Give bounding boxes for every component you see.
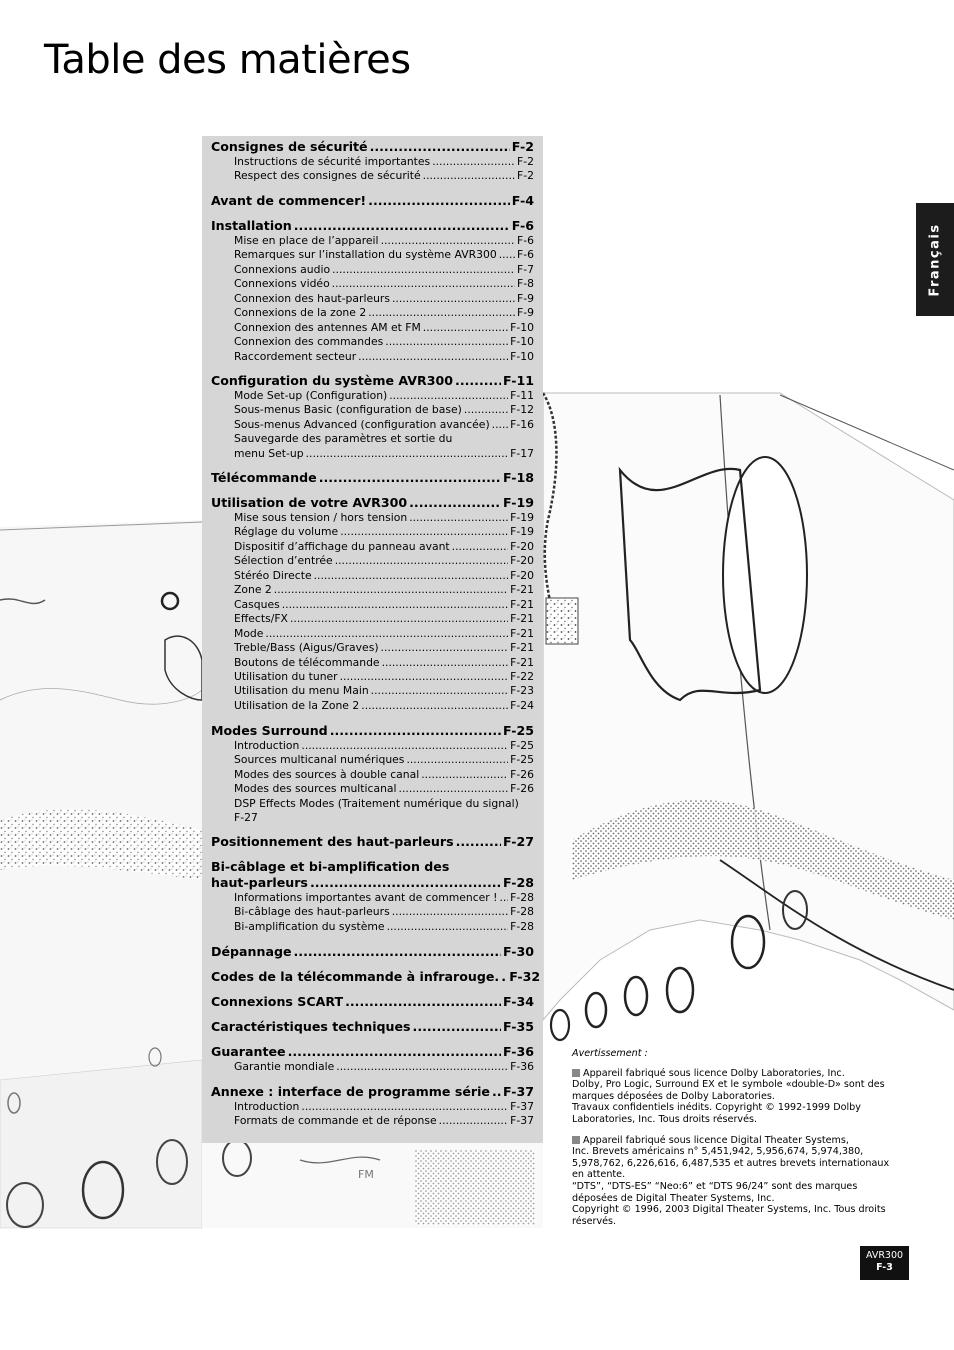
toc-entry-title: Installation <box>211 218 292 233</box>
toc-entry-page: F-24 <box>510 698 534 712</box>
toc-entry-title: DSP Effects Modes (Traitement numérique du signal) <box>234 796 519 810</box>
toc-entry-title: Configuration du système AVR300 <box>211 373 454 388</box>
toc-subentry-line <box>234 447 534 461</box>
dot-leader <box>345 994 501 1010</box>
toc-entry-page: F-22 <box>510 669 534 683</box>
dot-leader <box>406 753 508 767</box>
toc-entry-page: F-36 <box>503 1044 534 1059</box>
toc-heading[interactable] <box>211 994 534 1010</box>
toc-entry-title: Modes des sources multicanal <box>234 782 397 796</box>
dot-leader <box>464 403 508 417</box>
toc-entry-page: F-25 <box>510 739 534 752</box>
dot-leader <box>413 1019 501 1035</box>
toc-entry-page: F-10 <box>510 320 534 334</box>
notice-line: déposées de Digital Theater Systems, Inc. <box>572 1192 775 1204</box>
dot-leader <box>381 234 515 248</box>
toc-entry-page: F-21 <box>510 597 534 611</box>
toc-entry-title: Avant de commencer! <box>211 193 367 208</box>
dot-leader <box>392 292 515 306</box>
table-of-contents <box>202 136 543 1143</box>
dot-leader <box>319 470 501 486</box>
toc-entry-title: Garantie mondiale <box>234 1060 335 1073</box>
toc-subentry[interactable] <box>211 540 534 554</box>
toc-section <box>211 373 534 461</box>
dot-leader <box>274 583 508 597</box>
toc-entry-title: Effects/FX <box>234 612 288 626</box>
toc-entry-title: Codes de la télécommande à infrarouge. <box>211 969 500 984</box>
toc-subentry[interactable] <box>211 403 534 417</box>
toc-subentry[interactable] <box>211 306 534 320</box>
toc-entry-title: Guarantee <box>211 1044 286 1059</box>
toc-entry-title: Positionnement des haut-parleurs <box>211 834 454 849</box>
toc-entry-page: F-20 <box>510 554 534 568</box>
toc-entry-title: Connexions audio <box>234 262 331 276</box>
notice-paragraph <box>572 1068 902 1126</box>
toc-entry-page: F-19 <box>510 525 534 539</box>
dot-leader <box>330 723 501 739</box>
toc-entry-page: F-10 <box>510 335 534 349</box>
toc-entry-title: menu Set-up <box>234 446 304 460</box>
toc-entry-page: F-2 <box>511 139 534 154</box>
notice-line: 5,978,762, 6,226,616, 6,487,535 et autres brevets internationaux <box>572 1157 890 1169</box>
dot-leader <box>288 1044 501 1060</box>
toc-heading[interactable] <box>211 859 534 875</box>
toc-entry-page: F-2 <box>517 155 534 168</box>
toc-heading[interactable] <box>211 969 541 985</box>
toc-entry-title: Connexions de la zone 2 <box>234 306 367 320</box>
toc-entry-page: F-21 <box>510 626 534 640</box>
toc-entry-page: F-28 <box>503 875 534 890</box>
dot-leader <box>301 739 508 753</box>
toc-entry-title: Casques <box>234 597 280 611</box>
toc-entry-title: Bi-câblage des haut-parleurs <box>234 905 390 919</box>
page-number: F-3 <box>876 1262 893 1273</box>
toc-subentry[interactable] <box>211 321 534 335</box>
toc-entry-title: Télécommande <box>211 470 317 485</box>
dot-leader <box>392 905 508 919</box>
dot-leader <box>306 447 509 461</box>
toc-subentry[interactable] <box>211 263 534 277</box>
dot-leader <box>421 768 508 782</box>
toc-entry-title: Connexions vidéo <box>234 277 330 291</box>
toc-subentry[interactable] <box>211 569 534 583</box>
dot-leader <box>439 1114 508 1128</box>
toc-entry-page: F-2 <box>517 169 534 183</box>
toc-entry-page: F-16 <box>510 417 534 431</box>
svg-text:FM: FM <box>358 1168 374 1181</box>
toc-subentry[interactable] <box>211 418 534 432</box>
dot-leader <box>389 389 508 403</box>
toc-entry-title: Mise en place de l’appareil <box>234 234 379 247</box>
toc-subentry[interactable] <box>211 612 534 626</box>
toc-entry-title: Consignes de sécurité <box>211 139 368 154</box>
dot-leader <box>381 641 509 655</box>
dot-leader <box>500 891 509 905</box>
toc-entry-page: F-32 <box>509 969 541 984</box>
toc-entry-page: F-28 <box>510 919 534 933</box>
dot-leader <box>399 782 509 796</box>
toc-entry-title: Zone 2 <box>234 583 272 597</box>
toc-subentry[interactable] <box>211 583 534 597</box>
toc-entry-title: Annexe : interface de programme série <box>211 1084 490 1099</box>
toc-heading[interactable] <box>211 875 534 891</box>
toc-entry-page: F-18 <box>503 470 534 485</box>
toc-entry-title: Respect des consignes de sécurité <box>234 169 421 183</box>
toc-section <box>211 139 534 184</box>
toc-subentry[interactable] <box>211 598 534 612</box>
toc-entry-title: Connexion des antennes AM et FM <box>234 320 421 334</box>
dot-leader <box>371 684 508 698</box>
toc-subentry[interactable] <box>211 753 534 767</box>
toc-entry-page: F-11 <box>503 373 534 388</box>
toc-section <box>211 1019 534 1035</box>
toc-subentry[interactable] <box>211 432 534 461</box>
toc-entry-title: Modes Surround <box>211 723 328 738</box>
dot-leader <box>332 277 515 291</box>
toc-subentry[interactable] <box>211 905 534 919</box>
toc-entry-page: F-19 <box>503 495 534 510</box>
toc-heading[interactable] <box>211 834 534 850</box>
toc-subentry[interactable] <box>211 350 534 364</box>
toc-entry-page: F-25 <box>510 753 534 767</box>
toc-entry-page: F-23 <box>510 684 534 698</box>
toc-entry-title: Dispositif d’affichage du panneau avant <box>234 539 450 553</box>
toc-subentry[interactable] <box>211 627 534 641</box>
toc-entry-title: Introduction <box>234 1100 300 1113</box>
toc-entry-title: Bi-amplification du système <box>234 919 385 933</box>
toc-section <box>211 218 534 364</box>
dot-leader <box>332 263 515 277</box>
toc-entry-title: Mode Set-up (Configuration) <box>234 389 388 402</box>
toc-entry-title: Sources multicanal numériques <box>234 753 405 767</box>
dot-leader <box>382 656 509 670</box>
dot-leader <box>492 1084 501 1100</box>
toc-entry-title: Sauvegarde des paramètres et sortie du <box>234 432 453 446</box>
toc-subentry[interactable] <box>211 768 534 782</box>
dot-leader <box>368 193 510 209</box>
toc-heading[interactable] <box>211 944 534 960</box>
toc-entry-title: Caractéristiques techniques <box>211 1019 411 1034</box>
dot-leader <box>335 554 508 568</box>
toc-entry-page: F-25 <box>503 723 534 738</box>
toc-heading-title: Bi-câblage et bi-amplification des <box>211 859 450 874</box>
dot-leader <box>492 418 508 432</box>
toc-entry-title: Connexion des haut-parleurs <box>234 291 390 305</box>
dot-leader <box>336 1060 508 1074</box>
toc-entry-title: Mode <box>234 626 264 640</box>
toc-heading[interactable] <box>211 139 534 155</box>
dot-leader <box>423 321 508 335</box>
notice-line: Copyright © 1996, 2003 Digital Theater Systems, Inc. Tous droits <box>572 1204 886 1216</box>
square-bullet-icon <box>572 1136 580 1144</box>
legal-notice <box>572 1048 902 1236</box>
toc-entry-title: Connexion des commandes <box>234 335 384 349</box>
dot-leader <box>282 598 508 612</box>
toc-heading[interactable] <box>211 373 534 389</box>
toc-entry-title: Dépannage <box>211 944 292 959</box>
toc-subentry[interactable] <box>211 234 534 248</box>
notice-line: en attente. <box>572 1169 626 1181</box>
dot-leader <box>265 627 508 641</box>
notice-label: Avertissement : <box>572 1048 648 1059</box>
toc-subentry[interactable] <box>211 641 534 655</box>
toc-subentry[interactable] <box>211 891 534 905</box>
toc-heading[interactable] <box>211 218 534 234</box>
page-title: Table des matières <box>44 37 411 83</box>
square-bullet-icon <box>572 1069 580 1077</box>
dot-leader <box>294 218 510 234</box>
toc-entry-page: F-28 <box>510 891 534 904</box>
notice-line: réservés. <box>572 1215 617 1227</box>
notice-line: Laboratories, Inc. Tous droits réservés. <box>572 1113 758 1125</box>
toc-subentry[interactable] <box>211 739 534 753</box>
notice-line: Travaux confidentiels inédits. Copyright © 1992-1999 Dolby <box>572 1102 861 1114</box>
page-badge <box>860 1246 909 1280</box>
toc-entry-page: F-9 <box>517 306 534 320</box>
toc-subentry[interactable] <box>211 277 534 291</box>
dot-leader <box>361 699 508 713</box>
toc-subentry[interactable] <box>211 511 534 525</box>
toc-entry-title: Utilisation de votre AVR300 <box>211 495 408 510</box>
dot-leader <box>310 875 501 891</box>
toc-entry-page: F-9 <box>517 291 534 305</box>
toc-entry-title: Connexions SCART <box>211 994 344 1009</box>
toc-section <box>211 859 534 934</box>
toc-entry-page: F-28 <box>510 905 534 919</box>
toc-entry-title: Introduction <box>234 739 300 752</box>
toc-heading[interactable] <box>211 495 534 511</box>
toc-subentry[interactable] <box>211 1100 534 1114</box>
toc-entry-page: F-21 <box>510 655 534 669</box>
toc-entry-page: F-6 <box>511 218 534 233</box>
dot-leader <box>368 306 515 320</box>
toc-subentry[interactable] <box>211 169 534 183</box>
toc-entry-title: Stéréo Directe <box>234 568 312 582</box>
dot-leader <box>340 525 508 539</box>
dot-leader <box>455 373 501 389</box>
toc-section <box>211 994 534 1010</box>
toc-subentry[interactable] <box>211 656 534 670</box>
toc-subentry[interactable] <box>211 1114 534 1128</box>
toc-entry-page: F-27 <box>503 834 534 849</box>
toc-entry-page: F-19 <box>510 511 534 524</box>
toc-entry-title: Utilisation de la Zone 2 <box>234 698 360 712</box>
toc-entry-page: F-37 <box>503 1084 534 1099</box>
toc-heading[interactable] <box>211 470 534 486</box>
toc-entry-page: F-37 <box>510 1100 534 1113</box>
toc-entry-page: F-37 <box>510 1114 534 1128</box>
notice-line: Appareil fabriqué sous licence Digital Theater Systems, <box>583 1134 849 1146</box>
toc-subentry[interactable] <box>211 248 534 262</box>
toc-subentry[interactable] <box>211 684 534 698</box>
toc-entry-page: F-7 <box>517 262 534 276</box>
dot-leader <box>423 169 515 183</box>
toc-subentry[interactable] <box>211 782 534 796</box>
toc-subentry[interactable] <box>211 155 534 169</box>
dot-leader <box>432 155 515 169</box>
dot-leader <box>294 944 502 960</box>
toc-section <box>211 193 534 209</box>
dot-leader <box>501 969 507 985</box>
toc-heading[interactable] <box>211 723 534 739</box>
toc-entry-page: F-30 <box>503 944 534 959</box>
toc-entry-page: F-20 <box>510 568 534 582</box>
toc-entry-title: Raccordement secteur <box>234 349 357 363</box>
toc-entry-title: Sous-menus Basic (configuration de base) <box>234 403 462 417</box>
dot-leader <box>340 670 509 684</box>
toc-entry-page: F-21 <box>510 583 534 597</box>
toc-entry-page: F-6 <box>517 248 534 262</box>
toc-heading[interactable] <box>211 1044 534 1060</box>
toc-heading[interactable] <box>211 193 534 209</box>
toc-entry-page: F-8 <box>517 277 534 291</box>
toc-subentry[interactable] <box>211 670 534 684</box>
toc-entry-title: Sous-menus Advanced (configuration avancée) <box>234 417 490 431</box>
toc-entry-title: Remarques sur l’installation du système AVR300 <box>234 248 497 262</box>
dot-leader <box>409 511 508 525</box>
dot-leader <box>452 540 508 554</box>
toc-subentry[interactable] <box>211 920 534 934</box>
toc-subentry[interactable] <box>211 335 534 349</box>
toc-section <box>211 723 534 826</box>
toc-entry-title: haut-parleurs <box>211 875 308 890</box>
toc-entry-title: Instructions de sécurité importantes <box>234 155 431 168</box>
toc-entry-page: F-26 <box>510 782 534 796</box>
toc-subentry[interactable] <box>211 797 534 826</box>
toc-entry-page: F-20 <box>510 539 534 553</box>
toc-entry-page: F-6 <box>517 234 534 247</box>
toc-subentry[interactable] <box>211 292 534 306</box>
toc-section <box>211 1044 534 1074</box>
dot-leader <box>409 495 501 511</box>
toc-section <box>211 1084 534 1129</box>
notice-line: Appareil fabriqué sous licence Dolby Laboratories, Inc. <box>583 1067 845 1079</box>
dot-leader <box>358 350 508 364</box>
notice-line: Inc. Brevets américains n° 5,451,942, 5,956,674, 5,974,380, <box>572 1146 864 1158</box>
dot-leader <box>370 139 510 155</box>
toc-heading[interactable] <box>211 1084 534 1100</box>
dot-leader <box>301 1100 508 1114</box>
toc-section <box>211 944 534 960</box>
dot-leader <box>456 834 501 850</box>
toc-section <box>211 969 541 985</box>
dot-leader <box>499 248 515 262</box>
toc-entry-title: Mise sous tension / hors tension <box>234 511 408 524</box>
toc-entry-title: Modes des sources à double canal <box>234 767 420 781</box>
toc-entry-title: Informations importantes avant de commencer ! <box>234 891 498 904</box>
toc-entry-page: F-26 <box>510 767 534 781</box>
toc-subentry[interactable] <box>211 525 534 539</box>
toc-entry-page: F-34 <box>503 994 534 1009</box>
toc-subentry[interactable] <box>211 554 534 568</box>
language-tab-label: Français <box>927 222 943 297</box>
toc-subentry[interactable] <box>211 699 534 713</box>
toc-entry-page: F-11 <box>510 389 534 402</box>
model-name: AVR300 <box>865 1250 904 1261</box>
notice-paragraph <box>572 1135 902 1228</box>
toc-entry-title: Treble/Bass (Aigus/Graves) <box>234 641 379 655</box>
toc-entry-title: Boutons de télécommande <box>234 655 380 669</box>
toc-heading[interactable] <box>211 1019 534 1035</box>
toc-section <box>211 470 534 486</box>
toc-subentry[interactable] <box>211 1060 534 1074</box>
toc-entry-page: F-12 <box>510 403 534 417</box>
toc-entry-page: F-21 <box>510 612 534 626</box>
dot-leader <box>314 569 509 583</box>
toc-entry-title: Formats de commande et de réponse <box>234 1114 437 1128</box>
notice-line: “DTS”, “DTS-ES” “Neo:6” et “DTS 96/24” sont des marques <box>572 1180 858 1192</box>
toc-entry-title: Réglage du volume <box>234 525 339 539</box>
toc-entry-page: F-35 <box>503 1019 534 1034</box>
toc-entry-page: F-36 <box>510 1060 534 1073</box>
toc-subentry[interactable] <box>211 389 534 403</box>
dot-leader <box>387 920 509 934</box>
toc-section <box>211 834 534 850</box>
toc-entry-title: Utilisation du tuner <box>234 669 338 683</box>
language-tab <box>916 203 954 316</box>
dot-leader <box>290 612 508 626</box>
toc-entry-page: F-17 <box>510 446 534 460</box>
toc-entry-title: Sélection d’entrée <box>234 554 333 568</box>
toc-section <box>211 495 534 713</box>
toc-entry-page: F-27 <box>234 811 258 825</box>
toc-entry-page: F-21 <box>510 641 534 655</box>
toc-entry-page: F-10 <box>510 349 534 363</box>
toc-entry-page: F-4 <box>511 193 534 208</box>
dot-leader <box>385 335 508 349</box>
notice-line: Dolby, Pro Logic, Surround EX et le symbole «double-D» sont des <box>572 1079 885 1091</box>
notice-line: marques déposées de Dolby Laboratories. <box>572 1090 775 1102</box>
toc-entry-title: Utilisation du menu Main <box>234 684 369 698</box>
